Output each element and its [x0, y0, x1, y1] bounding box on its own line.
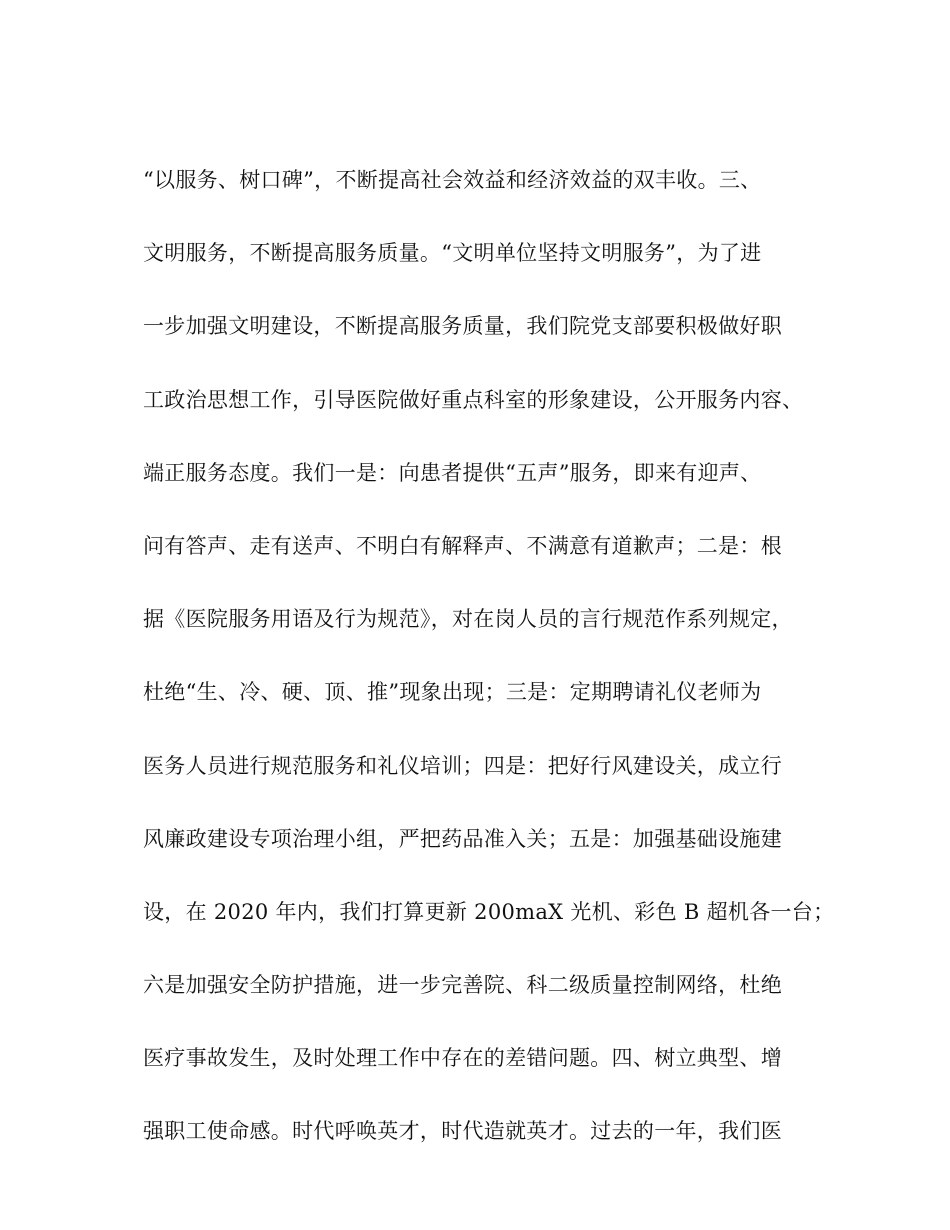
text-line: 问有答声、走有送声、不明白有解释声、不满意有道歉声；二是：根 — [143, 533, 782, 558]
text-line: 端正服务态度。我们一是：向患者提供“五声”服务，即来有迎声、 — [143, 460, 762, 485]
text-line: 据《医院服务用语及行为规范》，对在岗人员的言行规范作系列规定， — [143, 607, 793, 632]
text-line: 风廉政建设专项治理小组，严把药品准入关；五是：加强基础设施建 — [143, 826, 782, 851]
text-line: “以服务、树口碑”，不断提高社会效益和经济效益的双丰收。三、 — [143, 168, 762, 192]
text-line: 医疗事故发生，及时处理工作中存在的差错问题。四、树立典型、增 — [143, 1046, 782, 1071]
text-line: 医务人员进行规范服务和礼仪培训；四是：把好行风建设关，成立行 — [143, 753, 782, 778]
text-line: 六是加强安全防护措施，进一步完善院、科二级质量控制网络，杜绝 — [143, 973, 782, 998]
text-line: 工政治思想工作，引导医院做好重点科室的形象建设，公开服务内容、 — [143, 387, 804, 412]
text-line: 一步加强文明建设，不断提高服务质量，我们院党支部要积极做好职 — [143, 314, 782, 339]
text-line: 杜绝“生、冷、硬、顶、推”现象出现；三是：定期聘请礼仪老师为 — [143, 680, 762, 705]
body-text — [143, 168, 843, 1193]
text-line: 设，在 2020 年内，我们打算更新 200maX 光机、彩色 B 超机各一台； — [143, 899, 835, 924]
text-line: 强职工使命感。时代呼唤英才，时代造就英才。过去的一年，我们医 — [143, 1119, 782, 1144]
text-line: 文明服务，不断提高服务质量。“文明单位坚持文明服务”，为了进 — [143, 241, 762, 266]
